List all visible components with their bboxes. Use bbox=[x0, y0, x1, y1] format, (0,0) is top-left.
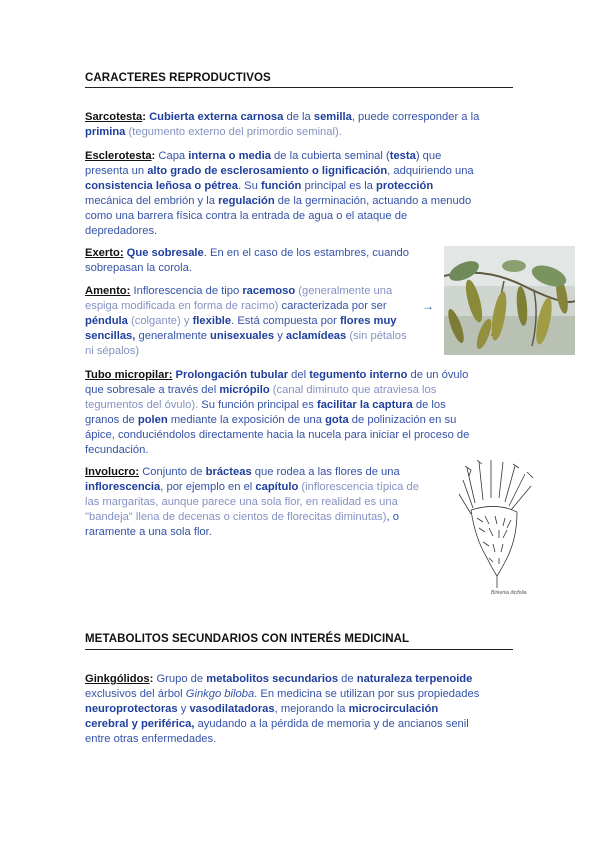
term-sarcotesta: Sarcotesta: Cubierta externa carnosa de la semilla, puede corresponder a la primina (tegumento externo del primordio seminal). bbox=[85, 111, 480, 138]
term-label: Esclerotesta bbox=[85, 150, 152, 162]
term-label: Amento: bbox=[85, 285, 131, 297]
arrow-right-icon: → bbox=[422, 299, 434, 313]
section-title-metabolitos: METABOLITOS SECUNDARIOS CON INTERÉS MEDICINAL bbox=[85, 633, 410, 645]
involucro-sketch bbox=[457, 458, 537, 596]
term-label: Sarcotesta bbox=[85, 111, 143, 123]
section-divider bbox=[85, 649, 513, 650]
sketch-caption: Birkenia ilicifolia bbox=[491, 590, 527, 596]
term-exerto: Exerto: Que sobresale. En en el caso de los estambres, cuando sobrepasan la corola. bbox=[85, 247, 409, 274]
term-tubo-micropilar: Tubo micropilar: Prolongación tubular del tegumento interno de un óvulo que sobresale a través del micrópilo (canal diminuto que atraviesa los tegumentos del óvulo). Su función principal es facilitar la captura de los granos de polen mediante la exposición de una gota de polinización en su ápice, conduciéndolos directamente hacia la nucela para iniciar el proceso de fecundación. bbox=[85, 369, 470, 456]
term-esclerotesta: Esclerotesta: Capa interna o media de la cubierta seminal (testa) que presenta un alto grado de esclerosamiento o lignificación, adquiriendo una consistencia leñosa o pétrea. Su función principal es la protección mecánica del embrión y la regulación de la germinación, actuando a menudo como una barrera física contra la entrada de agua o el ataque de depredadores. bbox=[85, 150, 474, 237]
capitulo-drawing bbox=[457, 458, 537, 596]
section-divider bbox=[85, 87, 513, 88]
term-amento: Amento: Inflorescencia de tipo racemoso (generalmente una espiga modificada en forma de racimo) caracterizada por ser péndula (colgante) y flexible. Está compuesta por flores muy sencillas, generalmente unisexuales y aclamídeas (sin pétalos ni sépalos) bbox=[85, 285, 407, 357]
term-label: Involucro: bbox=[85, 466, 140, 478]
term-label: Ginkgólidos bbox=[85, 673, 150, 685]
section-title-reproductivos: CARACTERES REPRODUCTIVOS bbox=[85, 72, 271, 84]
term-involucro: Involucro: Conjunto de brácteas que rodea a las flores de una inflorescencia, por ejemplo en el capítulo (inflorescencia típica de las margaritas, aunque parece una sola flor, en realidad es una "bandeja" llena de decenas o cientos de florecitas diminutas), o raramente a una sola flor. bbox=[85, 466, 419, 538]
term-label: Exerto: bbox=[85, 247, 124, 259]
term-ginkgolidos: Ginkgólidos: Grupo de metabolitos secundarios de naturaleza terpenoide exclusivos del árbol Ginkgo biloba. En medicina se utilizan por sus propiedades neuroprotectoras y vasodilatadoras, mejorando la microcirculación cerebral y periférica, ayudando a la pérdida de memoria y de ancianos senil entre otras enfermedades. bbox=[85, 673, 480, 745]
term-label: Tubo micropilar: bbox=[85, 369, 173, 381]
catkin-illustration bbox=[444, 246, 575, 355]
amento-photo bbox=[444, 246, 575, 355]
